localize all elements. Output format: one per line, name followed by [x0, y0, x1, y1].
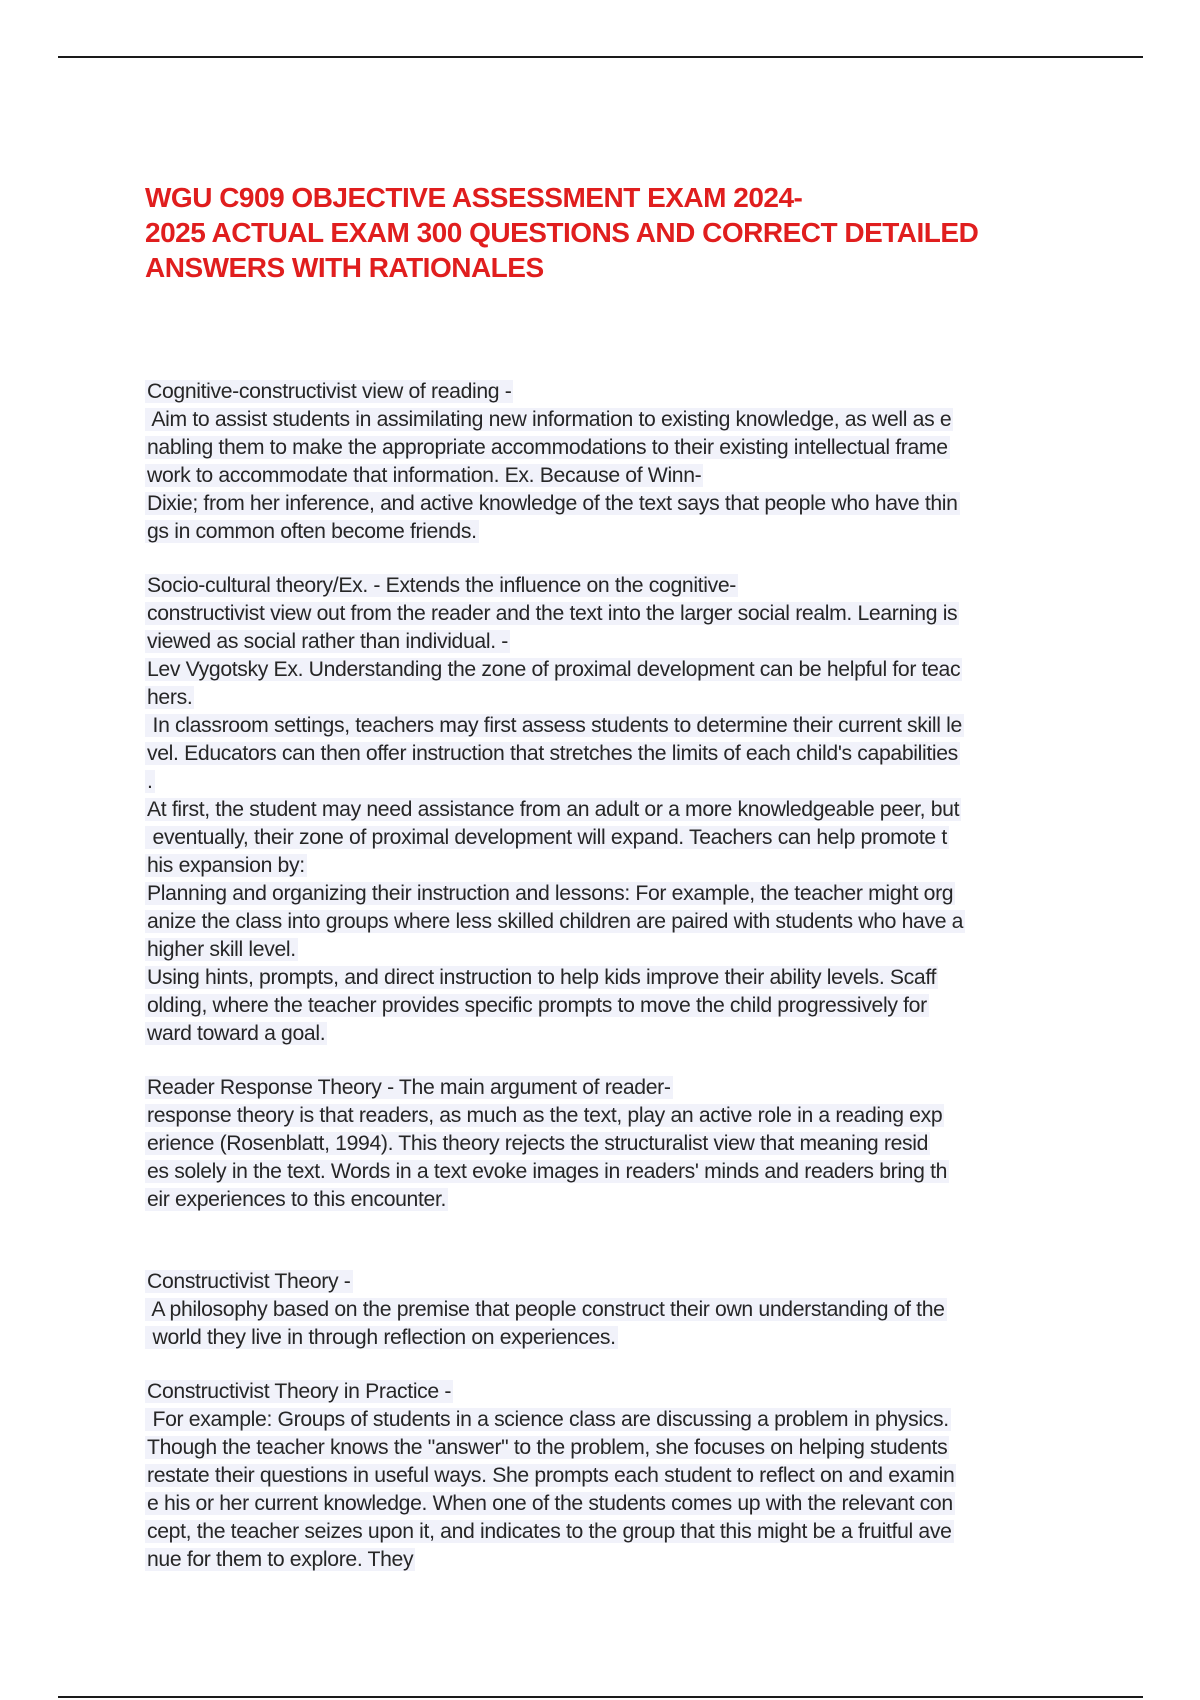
text-line: Constructivist Theory in Practice - — [147, 1380, 452, 1403]
text-line: hers. — [147, 686, 193, 709]
title-line: ANSWERS WITH RATIONALES — [145, 252, 544, 283]
document-title — [145, 180, 1095, 285]
text-line: vel. Educators can then offer instruction that stretches the limits of each child's capabilities — [147, 742, 958, 765]
entry-constructivist-theory — [145, 1268, 1095, 1352]
text-line: A philosophy based on the premise that people construct their own understanding of the — [147, 1298, 945, 1321]
text-line: olding, where the teacher provides specific prompts to move the child progressively for — [147, 994, 927, 1017]
text-line: viewed as social rather than individual. - — [147, 630, 508, 653]
text-line: eir experiences to this encounter. — [147, 1188, 447, 1211]
text-line: restate their questions in useful ways. She prompts each student to reflect on and examin — [147, 1464, 955, 1487]
text-line: Socio-cultural theory/Ex. - Extends the influence on the cognitive- — [147, 574, 736, 597]
text-line: For example: Groups of students in a science class are discussing a problem in physics. — [147, 1408, 949, 1431]
text-line: world they live in through reflection on experiences. — [147, 1326, 616, 1349]
entry-constructivist-practice — [145, 1378, 1095, 1574]
text-line: his expansion by: — [147, 854, 305, 877]
text-line: . — [147, 770, 153, 793]
entry-reader-response — [145, 1074, 1095, 1214]
text-line: In classroom settings, teachers may first assess students to determine their current skill le — [147, 714, 962, 737]
text-line: Using hints, prompts, and direct instruction to help kids improve their ability levels. Scaff — [147, 966, 937, 989]
text-line: work to accommodate that information. Ex. Because of Winn- — [147, 464, 702, 487]
title-line: WGU C909 OBJECTIVE ASSESSMENT EXAM 2024- — [145, 182, 803, 213]
text-line: response theory is that readers, as much as the text, play an active role in a reading exp — [147, 1104, 943, 1127]
text-line: nabling them to make the appropriate accommodations to their existing intellectual frame — [147, 436, 948, 459]
text-line: e his or her current knowledge. When one of the students comes up with the relevant con — [147, 1492, 953, 1515]
text-line: At first, the student may need assistance from an adult or a more knowledgeable peer, but — [147, 798, 960, 821]
text-line: nue for them to explore. They — [147, 1548, 414, 1571]
text-line: es solely in the text. Words in a text evoke images in readers' minds and readers bring th — [147, 1160, 948, 1183]
text-line: Dixie; from her inference, and active knowledge of the text says that people who have thin — [147, 492, 958, 515]
title-line: 2025 ACTUAL EXAM 300 QUESTIONS AND CORRECT DETAILED — [145, 217, 979, 248]
header-rule — [58, 56, 1143, 58]
text-line: constructivist view out from the reader and the text into the larger social realm. Learning is — [147, 602, 958, 625]
entry-gap — [145, 1048, 1095, 1074]
text-line: Though the teacher knows the "answer" to the problem, she focuses on helping students — [147, 1436, 948, 1459]
text-line: Aim to assist students in assimilating new information to existing knowledge, as well as e — [147, 408, 952, 431]
text-line: Reader Response Theory - The main argument of reader- — [147, 1076, 671, 1099]
text-line: erience (Rosenblatt, 1994). This theory rejects the structuralist view that meaning resid — [147, 1132, 929, 1155]
text-line: Planning and organizing their instruction and lessons: For example, the teacher might org — [147, 882, 954, 905]
entry-gap — [145, 1214, 1095, 1268]
document-body — [145, 378, 1095, 1574]
text-line: gs in common often become friends. — [147, 520, 477, 543]
entry-cognitive-constructivist — [145, 378, 1095, 546]
document-page — [145, 180, 1095, 1574]
text-line: Cognitive-constructivist view of reading - — [147, 380, 512, 403]
text-line: Lev Vygotsky Ex. Understanding the zone of proximal development can be helpful for teac — [147, 658, 961, 681]
entry-gap — [145, 1352, 1095, 1378]
text-line: higher skill level. — [147, 938, 296, 961]
footer-rule — [58, 1696, 1143, 1698]
text-line: ward toward a goal. — [147, 1022, 326, 1045]
text-line: eventually, their zone of proximal development will expand. Teachers can help promote t — [147, 826, 947, 849]
entry-socio-cultural — [145, 572, 1095, 1048]
text-line: Constructivist Theory - — [147, 1270, 351, 1293]
text-line: cept, the teacher seizes upon it, and indicates to the group that this might be a fruitful ave — [147, 1520, 952, 1543]
text-line: anize the class into groups where less skilled children are paired with students who have a — [147, 910, 964, 933]
entry-gap — [145, 546, 1095, 572]
